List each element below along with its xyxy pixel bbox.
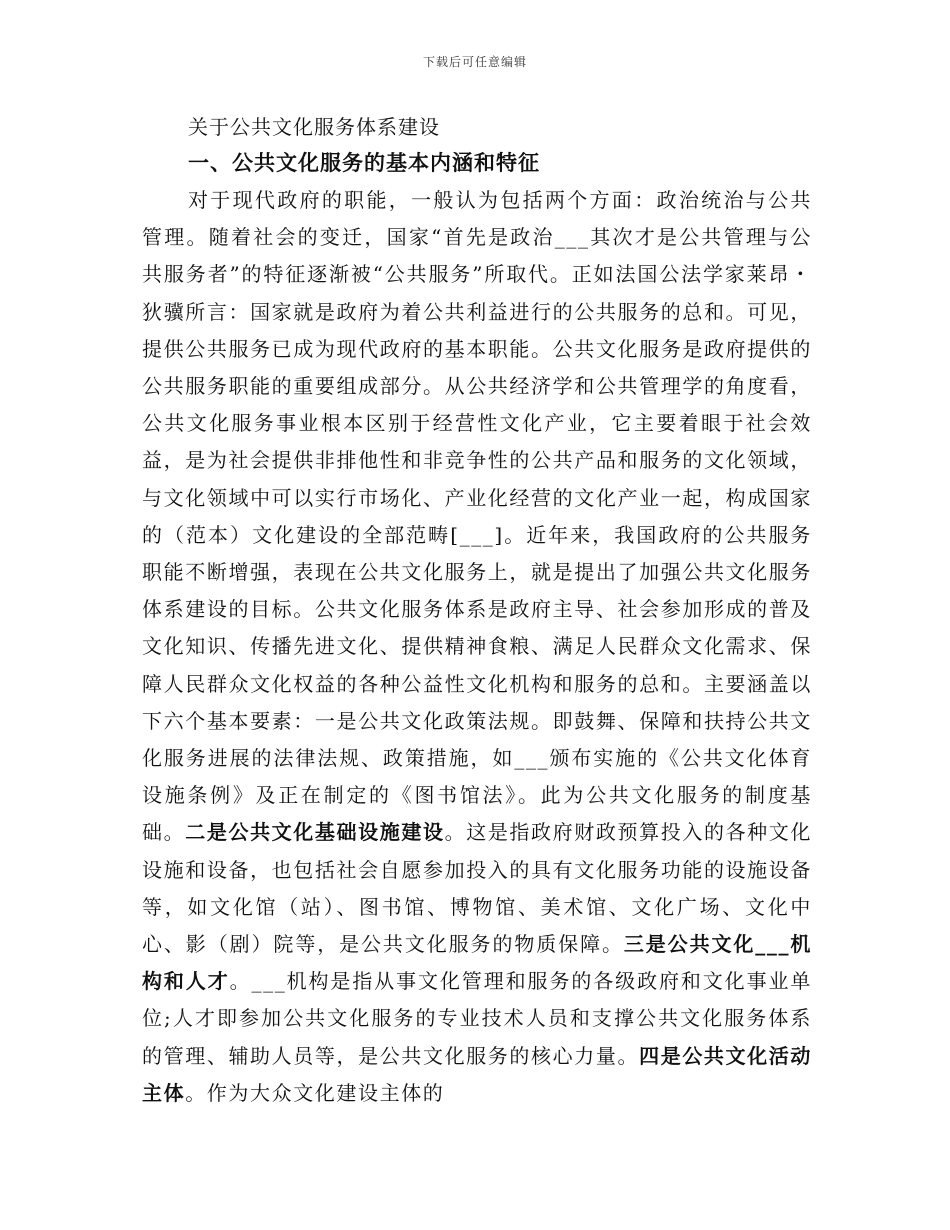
bold-key-point: 三是公共文化___机构和人才	[142, 932, 812, 994]
paragraph-text: 。___机构是指从事文化管理和服务的各级政府和文化事业单位;人才即参加公共文化服务的专业技术人员和支撑公共文化服务体系的管理、辅助人员等，是公共文化服务的核心力量。	[142, 969, 812, 1068]
body-paragraph	[142, 182, 812, 1112]
paragraph-text: 。作为大众文化建设主体的	[185, 1080, 445, 1105]
document-title: 关于公共文化服务体系建设	[188, 115, 440, 139]
bold-key-point: 四是公共文化活动主体	[142, 1043, 812, 1105]
section-heading: 一、公共文化服务的基本内涵和特征	[188, 150, 540, 175]
paragraph-text: 。这是指政府财政预算投入的各种文化设施和设备，也包括社会自愿参加投入的具有文化服务功能的设施设备等，如文化馆（站）、图书馆、博物馆、美术馆、文化广场、文化中心、影（剧）院等，是公共文化服务的物质保障。	[142, 820, 813, 957]
page-header-note: 下载后可任意编辑	[422, 55, 527, 69]
bold-key-point: 二是公共文化基础设施建设	[185, 820, 445, 845]
paragraph-text: 对于现代政府的职能，一般认为包括两个方面：政治统治与公共管理。随着社会的变迁，国家“首先是政治___其次才是公共管理与公共服务者”的特征逐渐被“公共服务”所取代。正如法国公法学家莱昂・狄骥所言：国家就是政府为着公共利益进行的公共服务的总和。可见，提供公共服务已成为现代政府的基本职能。公共文化服务是政府提供的公共服务职能的重要组成部分。从公共经济学和公共管理学的角度看，公共文化服务事业根本区别于经营性文化产业，它主要着眼于社会效益，是为社会提供非排他性和非竞争性的公共产品和服务的文化领域，与文化领域中可以实行市场化、产业化经营的文化产业一起，构成国家的（范本）文化建设的全部范畴[___]。近年来，我国政府的公共服务职能不断增强，表现在公共文化服务上，就是提出了加强公共文化服务体系建设的目标。公共文化服务体系是政府主导、社会参加形成的普及文化知识、传播先进文化、提供精神食粮、满足人民群众文化需求、保障人民群众文化权益的各种公益性文化机构和服务的总和。主要涵盖以下六个基本要素：一是公共文化政策法规。即鼓舞、保障和扶持公共文化服务进展的法律法规、政策措施，如___颁布实施的《公共文化体育设施条例》及正在制定的《图书馆法》。此为公共文化服务的制度基础。	[142, 188, 812, 845]
document-body	[142, 110, 812, 1112]
